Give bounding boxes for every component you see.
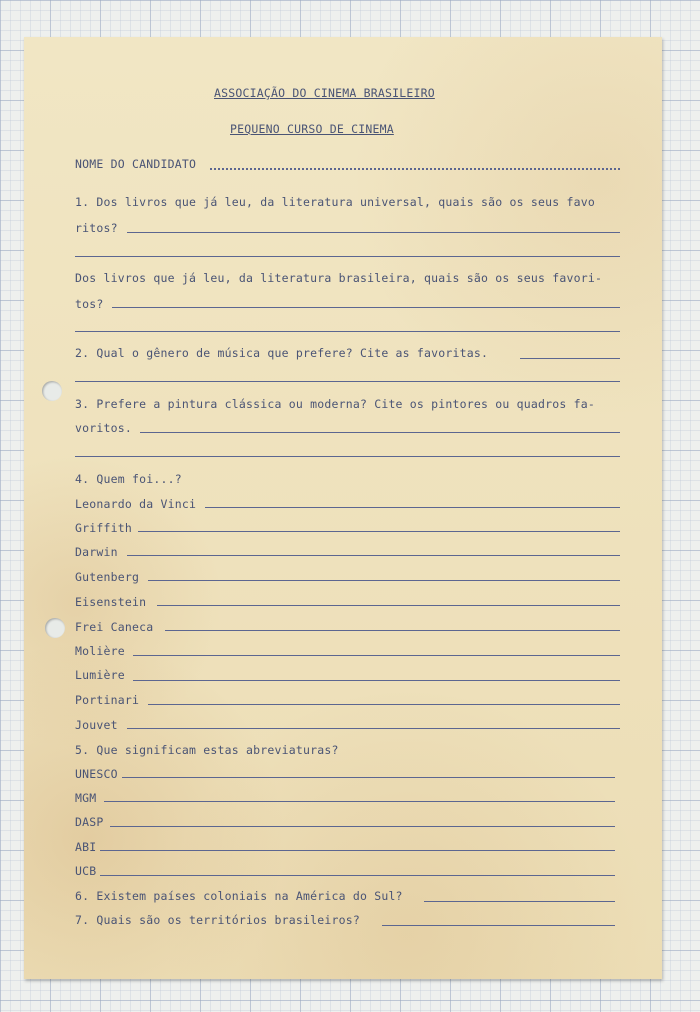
q4-item-label: Jouvet: [75, 718, 118, 732]
question-6: 6. Existem países coloniais na América do Sul?: [75, 889, 403, 903]
q4-item-label: Gutenberg: [75, 570, 140, 584]
answer-line-2-extra[interactable]: [75, 381, 620, 382]
q4-item-label: Portinari: [75, 693, 140, 707]
document-subtitle: PEQUENO CURSO DE CINEMA: [230, 122, 394, 136]
q5-answer-line[interactable]: [100, 875, 615, 876]
answer-line-6[interactable]: [424, 901, 615, 902]
q5-answer-line[interactable]: [122, 777, 615, 778]
q4-answer-line[interactable]: [148, 580, 620, 581]
question-5: 5. Que significam estas abreviaturas?: [75, 743, 339, 757]
q5-item-label: MGM: [75, 791, 97, 805]
question-2: 2. Qual o gênero de música que prefere? Cite as favoritas.: [75, 346, 489, 360]
question-1b-line2: tos?: [75, 297, 104, 311]
answer-line-1a[interactable]: [127, 232, 620, 233]
question-3-line2: voritos.: [75, 421, 132, 435]
question-7: 7. Quais são os territórios brasileiros?: [75, 913, 360, 927]
q4-answer-line[interactable]: [148, 704, 620, 705]
q4-answer-line[interactable]: [138, 531, 620, 532]
q4-item-label: Griffith: [75, 521, 132, 535]
q5-item-label: UNESCO: [75, 767, 118, 781]
question-4: 4. Quem foi...?: [75, 472, 182, 486]
punch-hole: [45, 618, 65, 638]
document-title: ASSOCIAÇÃO DO CINEMA BRASILEIRO: [214, 86, 435, 100]
answer-line-1a-extra[interactable]: [75, 256, 620, 257]
answer-line-1b-extra[interactable]: [75, 331, 620, 332]
q5-answer-line[interactable]: [100, 850, 615, 851]
q5-item-label: ABI: [75, 840, 97, 854]
q4-item-label: Molière: [75, 644, 125, 658]
q5-item-label: UCB: [75, 864, 97, 878]
answer-line-1b[interactable]: [112, 307, 620, 308]
q4-answer-line[interactable]: [157, 605, 620, 606]
question-1a-line1: 1. Dos livros que já leu, da literatura universal, quais são os seus favo: [75, 195, 596, 209]
q5-item-label: DASP: [75, 815, 104, 829]
q4-item-label: Lumière: [75, 668, 125, 682]
answer-line-2[interactable]: [520, 358, 620, 359]
q4-answer-line[interactable]: [205, 507, 620, 508]
q4-item-label: Leonardo da Vinci: [75, 497, 197, 511]
question-1a-line2: ritos?: [75, 221, 118, 235]
q4-answer-line[interactable]: [165, 630, 620, 631]
punch-hole: [42, 381, 62, 401]
q4-answer-line[interactable]: [127, 555, 620, 556]
q4-item-label: Darwin: [75, 545, 118, 559]
candidate-name-label: NOME DO CANDIDATO: [75, 157, 197, 171]
q4-answer-line[interactable]: [127, 728, 620, 729]
q4-item-label: Eisenstein: [75, 595, 147, 609]
q5-answer-line[interactable]: [104, 801, 615, 802]
q5-answer-line[interactable]: [110, 826, 615, 827]
question-3-line1: 3. Prefere a pintura clássica ou moderna? Cite os pintores ou quadros fa-: [75, 397, 596, 411]
q4-item-label: Frei Caneca: [75, 620, 154, 634]
answer-line-3[interactable]: [140, 432, 620, 433]
q4-answer-line[interactable]: [133, 655, 620, 656]
q4-answer-line[interactable]: [133, 680, 620, 681]
question-1b-line1: Dos livros que já leu, da literatura brasileira, quais são os seus favori-: [75, 271, 603, 285]
candidate-name-field[interactable]: [210, 168, 620, 170]
answer-line-7[interactable]: [382, 925, 615, 926]
answer-line-3-extra[interactable]: [75, 456, 620, 457]
